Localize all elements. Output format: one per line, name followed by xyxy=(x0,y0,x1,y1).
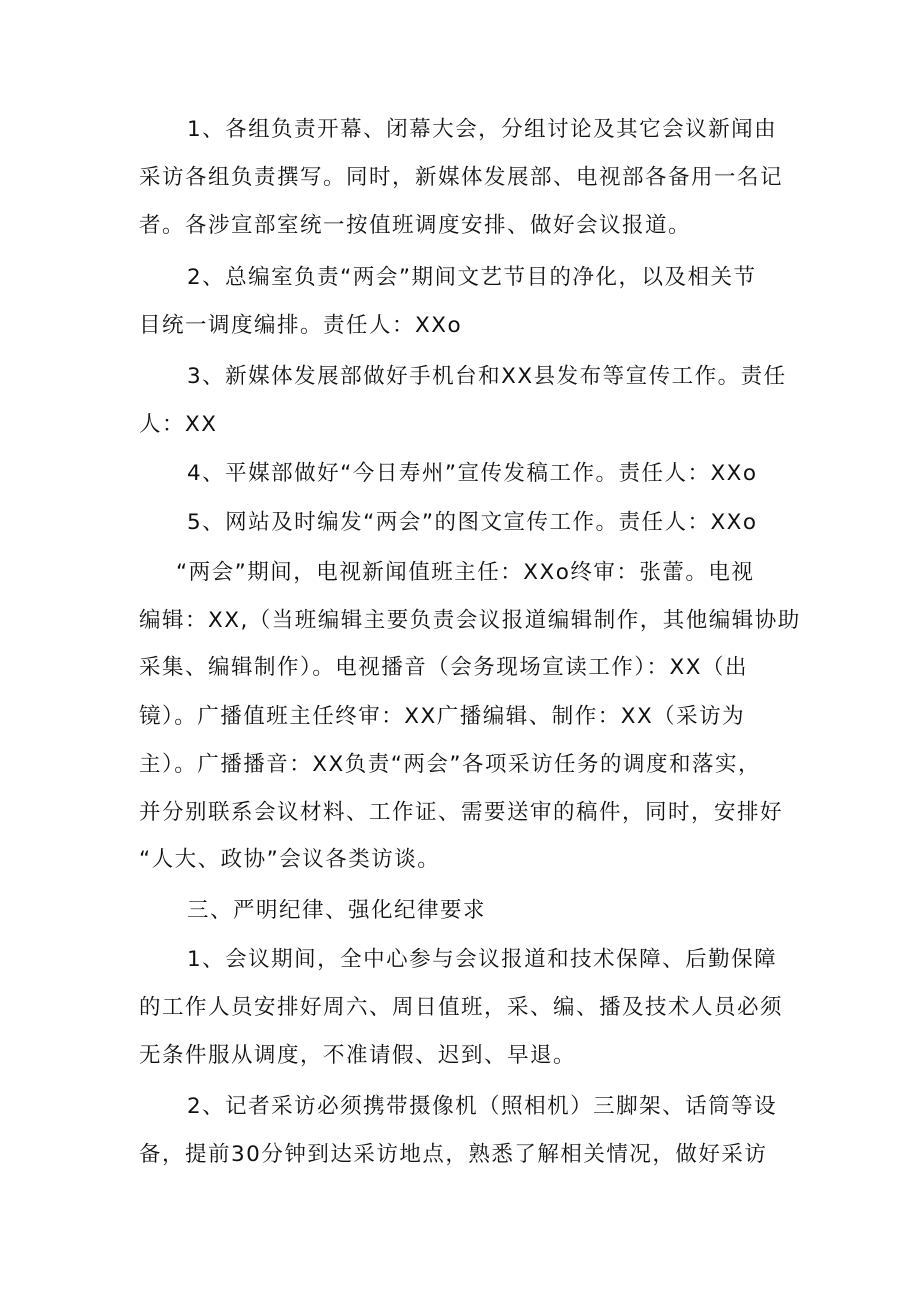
paragraph-line: 采访各组负责撰写。同时，新媒体发展部、电视部各备用一名记 xyxy=(139,165,784,190)
paragraph-line: 2、记者采访必须携带摄像机（照相机）三脚架、话筒等设 xyxy=(187,1094,778,1119)
paragraph-line: “两会”期间，电视新闻值班主任：XXo终审：张蕾。电视 xyxy=(176,560,755,585)
paragraph-line: 5、网站及时编发“两会”的图文宣传工作。责任人：XXo xyxy=(187,510,758,535)
paragraph-line: 主）。广播播音：XX负责“两会”各项采访任务的调度和落实， xyxy=(139,752,761,777)
paragraph-line: 1、各组负责开幕、闭幕大会，分组讨论及其它会议新闻由 xyxy=(187,117,778,142)
paragraph-line: 编辑：XX,（当班编辑主要负责会议报道编辑制作，其他编辑协助 xyxy=(139,608,801,633)
paragraph-line: 人：XX xyxy=(139,412,218,437)
paragraph-line: 1、会议期间，全中心参与会议报道和技术保障、后勤保障 xyxy=(187,947,778,972)
paragraph-line: 4、平媒部做好“今日寿州”宣传发稿工作。责任人：XXo xyxy=(187,461,758,486)
paragraph-line: 3、新媒体发展部做好手机台和XX县发布等宣传工作。责任 xyxy=(187,364,787,389)
paragraph-line: 者。各涉宣部室统一按值班调度安排、做好会议报道。 xyxy=(139,213,692,238)
paragraph-line: “人大、政协”会议各类访谈。 xyxy=(139,847,441,872)
paragraph-line: 无条件服从调度，不准请假、迟到、早退。 xyxy=(139,1043,577,1068)
paragraph-line: 并分别联系会议材料、工作证、需要送审的稿件，同时，安排好 xyxy=(139,800,784,825)
paragraph-line: 目统一调度编排。责任人：XXo xyxy=(139,313,463,338)
paragraph-line: 备，提前30分钟到达采访地点，熟悉了解相关情况，做好采访 xyxy=(139,1142,768,1167)
paragraph-line: 2、总编室负责“两会”期间文艺节目的净化，以及相关节 xyxy=(187,265,757,290)
paragraph-line: 镜）。广播值班主任终审：XX广播编辑、制作：XX（采访为 xyxy=(139,704,746,729)
section-heading: 三、严明纪律、强化纪律要求 xyxy=(187,898,487,923)
paragraph-line: 的工作人员安排好周六、周日值班，采、编、播及技术人员必须 xyxy=(139,995,784,1020)
paragraph-line: 采集、编辑制作）。电视播音（会务现场宣读工作）：XX（出 xyxy=(139,655,748,680)
